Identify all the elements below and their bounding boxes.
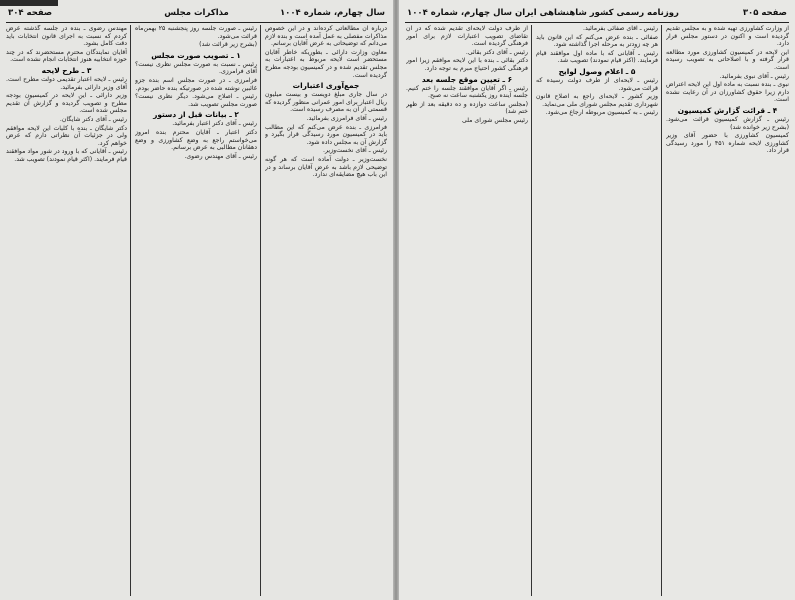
paragraph: (مجلس ساعت دوازده و ده دقیقه بعد از ظهر ختم شد) [406, 100, 528, 116]
paragraph: درباره آن مطالعاتی کرده‌اند و در این خصوص مذاکرات مفصلی به عمل آمده است و بنده لازم می‌دانم که توضیحاتی به عرض آقایان برسانم. [265, 25, 387, 48]
paragraph: از طرف دولت لایحه‌ای تقدیم شده که در آن تقاضای تصویب اعتبارات لازم برای امور فرهنگی گردیده است. [406, 25, 528, 48]
paragraph: وزیر کشور ـ لایحه‌ای راجع به اصلاح قانون شهرداری تقدیم مجلس شورای ملی می‌نماید. [536, 93, 658, 108]
paragraph: نخست‌وزیر ـ دولت آماده است که هر گونه توضیحی لازم باشد به عرض آقایان برساند و در این باب هیچ مضایقه‌ای ندارد. [265, 155, 387, 179]
paragraph: رئیس ـ آقای صفائی بفرمائید. [583, 25, 658, 32]
paragraph: این لایحه در کمیسیون کشاورزی مورد مطالعه قرار گرفته و با اصلاحاتی به تصویب رسیده است. [666, 48, 789, 71]
left-page-number: صفحه ۳۰۴ [8, 8, 53, 18]
right-column-3 [406, 25, 528, 596]
left-column-divider-2 [130, 25, 131, 596]
paragraph: رئیس ـ آقایانی که با ورود در شور مواد موافقند قیام فرمایند. (اکثر قیام نمودند) تصویب شد. [6, 148, 127, 163]
paragraph: نبوی ـ بنده نسبت به ماده اول این لایحه اعتراض دارم زیرا حقوق کشاورزان در آن رعایت نشده است. [666, 81, 789, 104]
paragraph: فرامرزی ـ بنده عرض می‌کنم که این مطالب باید در کمیسیون مورد رسیدگی قرار بگیرد و گزارش آن به مجلس داده شود. [265, 123, 387, 146]
paragraph: رئیس ـ لایحه‌ای از طرف دولت رسیده که قرائت می‌شود. [536, 76, 658, 92]
left-header-rule [6, 22, 387, 23]
left-column-1 [265, 25, 387, 596]
paragraph: در سال جاری مبلغ دویست و بیست میلیون ریال اعتبار برای امور عمرانی منظور گردیده که قسمتی از آن به مصرف رسیده است. [265, 91, 387, 114]
left-page-issue: سال چهارم، شماره ۱۰۰۴ [279, 8, 385, 18]
right-column-2 [536, 25, 658, 596]
section-heading: ۶ ـ تعیین موقع جلسه بعد [421, 74, 513, 84]
paragraph: رئیس ـ آقای نخست‌وزیر. [323, 147, 387, 155]
paragraph: (بشرح زیر قرائت شد) [199, 41, 257, 49]
paragraph: صفائی ـ بنده عرض می‌کنم که این قانون باید هر چه زودتر به مرحله اجرا گذاشته شود. [536, 33, 658, 49]
paragraph: معاون وزارت دارائی ـ بطوریکه خاطر آقایان مستحضر است لایحه مربوط به اعتبارات به مجلس تقدیم شده و در کمیسیون بودجه مطرح گردیده است. [265, 48, 387, 79]
section-heading: ۵ ـ اعلام وصول لوایح [558, 66, 636, 76]
paragraph: رئیس ـ آقای مهندس رضوی. [184, 152, 257, 160]
section-heading: جمع‌آوری اعتبارات [292, 81, 360, 91]
right-page-header [407, 6, 787, 20]
right-page [399, 0, 795, 600]
paragraph: رئیس مجلس شورای ملی [461, 116, 528, 124]
paragraph: رئیس ـ آقایانی که با ماده اول موافقند قیام فرمایند. (اکثر قیام نمودند) تصویب شد. [536, 49, 658, 65]
right-columns [405, 25, 789, 596]
paragraph: رئیس ـ اگر آقایان موافقند جلسه را ختم کنیم. جلسه آینده روز یکشنبه ساعت نه صبح. [406, 84, 528, 100]
paragraph: آقایان نمایندگان محترم مستحضرند که در چند حوزه انتخابیه هنوز انتخابات انجام نشده است. [6, 48, 127, 64]
right-column-1 [666, 25, 789, 596]
right-page-issue: سال چهارم، شماره ۱۰۰۴ [407, 8, 513, 18]
section-heading: ۱ ـ تصویب صورت مجلس [151, 50, 241, 60]
paragraph: دکتر اعتبار ـ آقایان محترم بنده امروز می‌خواستم راجع به وضع کشاورزی و وضع دهقانان مطالبی به عرض برسانم. [135, 128, 257, 152]
paragraph: رئیس ـ آقای فرامرزی بفرمائید. [306, 114, 387, 122]
paragraph: از وزارت کشاورزی تهیه شده و به مجلس تقدیم گردیده است و اکنون در دستور مجلس قرار دارد. [666, 25, 789, 48]
right-header-rule [405, 22, 789, 23]
section-heading: ۴ ـ قرائت گزارش کمیسیون [677, 105, 778, 115]
paragraph: رئیس ـ لایحه اعتبار تقدیمی دولت مطرح است. آقای وزیر دارائی بفرمائید. [6, 75, 127, 91]
paragraph: رئیس ـ آقای دکتر اعتبار بفرمائید. [172, 120, 257, 128]
left-page-header [8, 6, 385, 20]
paragraph: رئیس ـ صورت جلسه روز پنجشنبه ۲۵ بهمن‌ماه قرائت می‌شود. [135, 25, 257, 40]
section-heading: ۳ ـ طرح لایحه [41, 65, 92, 75]
left-column-2 [135, 25, 257, 596]
left-page-title: مذاکرات مجلس [164, 8, 229, 18]
paragraph: دکتر بقائی ـ بنده با این لایحه موافقم زیرا امور فرهنگی کشور احتیاج مبرم به توجه دارد. [406, 57, 528, 72]
paragraph: رئیس ـ نسبت به صورت مجلس نظری نیست؟ آقای فرامرزی. [135, 60, 257, 76]
paragraph: رئیس ـ آقای نبوی بفرمائید. [719, 72, 789, 80]
paragraph: رئیس ـ به کمیسیون مربوطه ارجاع می‌شود. [545, 109, 658, 117]
paragraph: وزیر دارائی ـ این لایحه در کمیسیون بودجه مطرح و تصویب گردیده و گزارش آن تقدیم مجلس شده است. [6, 92, 127, 115]
right-column-divider-1 [661, 25, 662, 596]
paragraph: رئیس ـ اصلاح می‌شود. دیگر نظری نیست؟ صورت مجلس تصویب شد. [135, 93, 257, 108]
paragraph: فرامرزی ـ در صورت مجلس اسم بنده جزو غائبین نوشته شده در صورتیکه بنده حاضر بودم. [135, 76, 257, 92]
paragraph: کمیسیون کشاورزی با حضور آقای وزیر کشاورزی لایحه شماره ۴۵۱ را مورد رسیدگی قرار داد. [666, 132, 789, 155]
paragraph: رئیس ـ گزارش کمیسیون قرائت می‌شود. (بشرح زیر خوانده شد) [666, 115, 789, 131]
paragraph: رئیس ـ آقای دکتر بقائی. [465, 48, 528, 56]
section-heading: ۲ ـ بیانات قبل از دستور [153, 110, 239, 120]
paragraph: رئیس ـ آقای دکتر شایگان. [59, 115, 127, 123]
left-columns [6, 25, 387, 596]
left-page [0, 0, 393, 600]
right-column-divider-2 [531, 25, 532, 596]
paragraph: مهندس رضوی ـ بنده در جلسه گذشته عرض کردم که نسبت به اجرای قانون انتخابات باید دقت کامل بشود. [6, 25, 127, 48]
left-column-3 [6, 25, 127, 596]
right-page-title: روزنامه رسمی کشور شاهنشاهی ایران [515, 8, 679, 18]
right-page-number: صفحه ۳۰۵ [742, 8, 787, 18]
left-column-divider-1 [260, 25, 261, 596]
paragraph: دکتر شایگان ـ بنده با کلیات این لایحه موافقم ولی در جزئیات آن نظراتی دارم که عرض خواهم کرد. [6, 124, 127, 147]
